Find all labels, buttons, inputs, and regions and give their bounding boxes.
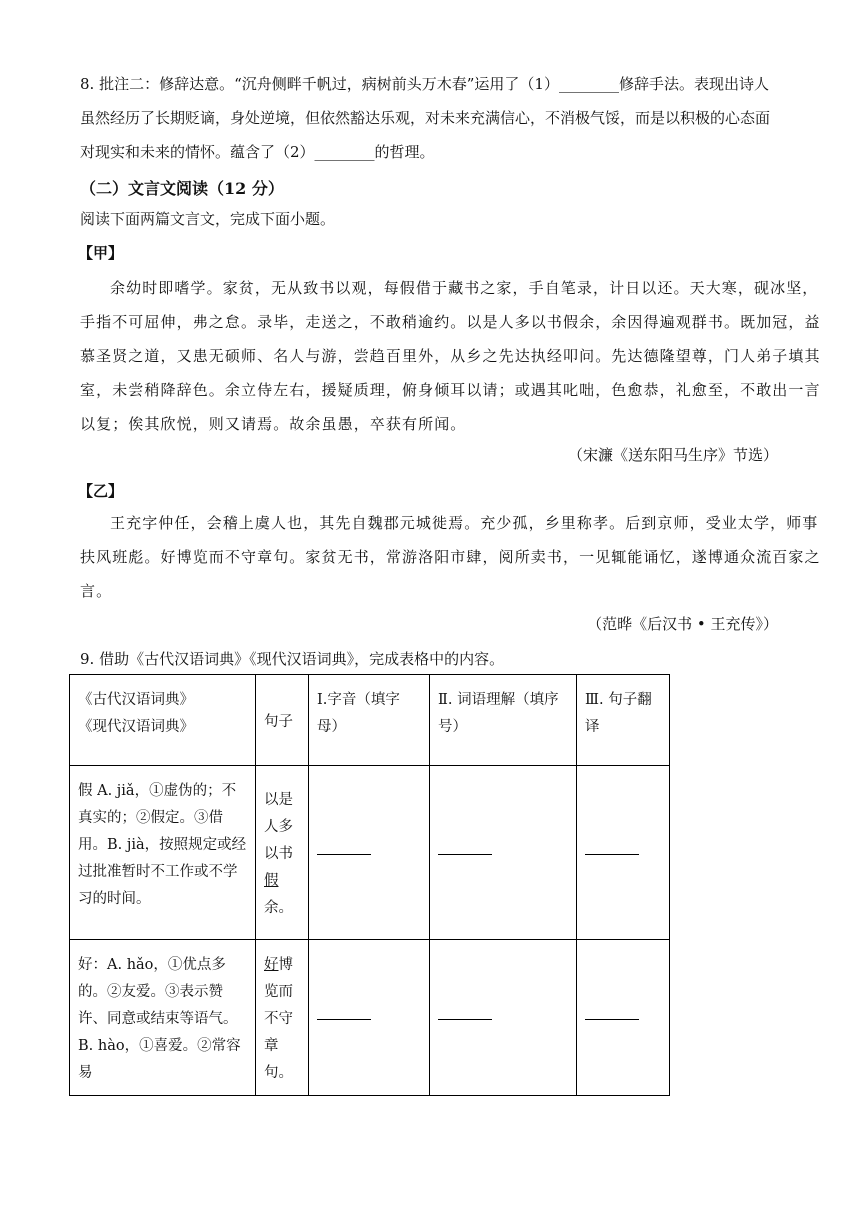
answer-blank-translation[interactable] bbox=[577, 766, 670, 940]
header-dict-ancient: 《古代汉语词典》 bbox=[78, 692, 194, 708]
answer-blank-pronunciation[interactable] bbox=[309, 766, 430, 940]
passage-jia-line: 慕圣贤之道，又患无硕师、名人与游，尝趋百里外，从乡之先达执经叩问。先达德隆望尊，门人弟子填其 bbox=[80, 347, 821, 365]
header-pronunciation: Ⅰ.字音（填字母） bbox=[309, 675, 430, 766]
answer-blank-meaning[interactable] bbox=[430, 940, 577, 1096]
q9-prompt: 9. 借助《古代汉语词典》《现代汉语词典》，完成表格中的内容。 bbox=[80, 650, 505, 668]
sentence-text: 博览而不守章句。 bbox=[264, 957, 293, 1081]
passage-jia-label: 【甲】 bbox=[78, 244, 124, 262]
definition-jia: 假 A. jiǎ，①虚伪的；不真实的；②假定。③借用。B. jià，按照规定或经过批准暂时不工作或不学习的时间。 bbox=[70, 766, 256, 940]
sentence-text: 以是人多以书 bbox=[264, 792, 293, 862]
passage-jia-line: 以复；俟其欣悦，则又请焉。故余虽愚，卒获有所闻。 bbox=[80, 415, 467, 433]
q9-header-row bbox=[70, 675, 670, 766]
sentence-cell bbox=[256, 766, 309, 940]
passage-jia bbox=[80, 271, 821, 441]
passage-yi-line: 扶风班彪。好博览而不守章句。家贫无书，常游洛阳市肆，阅所卖书，一见辄能诵忆，遂博通众流百家之 bbox=[80, 548, 821, 566]
section-title: （二）文言文阅读（12 分） bbox=[80, 179, 284, 198]
passage-jia-line: 室，未尝稍降辞色。余立侍左右，援疑质理，俯身倾耳以请；或遇其叱咄，色愈恭，礼愈至，不敢出一言 bbox=[80, 381, 821, 399]
header-word-meaning: Ⅱ. 词语理解（填序号） bbox=[430, 675, 577, 766]
table-row bbox=[70, 766, 670, 940]
sentence-text: 余。 bbox=[264, 900, 293, 916]
passage-yi-line: 王充字仲任，会稽上虞人也，其先自魏郡元城徙焉。充少孤，乡里称孝。后到京师，受业太学，师事 bbox=[110, 514, 819, 532]
sentence-cell bbox=[256, 940, 309, 1096]
passage-jia-line: 余幼时即嗜学。家贫，无从致书以观，每假借于藏书之家，手自笔录，计日以还。天大寒，砚冰坚， bbox=[110, 279, 819, 297]
header-dict-modern: 《现代汉语词典》 bbox=[78, 719, 194, 735]
q8-line-2: 虽然经历了长期贬谪，身处逆境，但依然豁达乐观，对未来充满信心，不消极气馁，而是以积极的心态面 bbox=[80, 109, 771, 127]
passage-yi-source: （范晔《后汉书 • 王充传》） bbox=[587, 615, 778, 633]
passage-yi-line: 言。 bbox=[80, 582, 113, 600]
header-dict bbox=[70, 675, 256, 766]
passage-yi-label: 【乙】 bbox=[78, 482, 124, 500]
table-row bbox=[70, 940, 670, 1096]
definition-hao: 好：A. hǎo，①优点多的。②友爱。③表示赞许、同意或结束等语气。B. hào，①喜爱。②常容易 bbox=[70, 940, 256, 1096]
header-sentence: 句子 bbox=[256, 675, 309, 766]
answer-blank-meaning[interactable] bbox=[430, 766, 577, 940]
q8-line-1: 8. 批注二：修辞达意。“沉舟侧畔千帆过，病树前头万木春”运用了（1）________修辞手法。表现出诗人 bbox=[80, 75, 769, 93]
section-instruction: 阅读下面两篇文言文，完成下面小题。 bbox=[80, 210, 336, 228]
answer-blank-pronunciation[interactable] bbox=[309, 940, 430, 1096]
q9-table bbox=[69, 674, 670, 1096]
passage-yi bbox=[80, 506, 821, 608]
passage-jia-source: （宋濂《送东阳马生序》节选） bbox=[567, 446, 778, 464]
sentence-marked-word: 假 bbox=[264, 873, 279, 889]
q8-line-3: 对现实和未来的情怀。蕴含了（2）________的哲理。 bbox=[80, 143, 435, 161]
header-translation: Ⅲ. 句子翻译 bbox=[577, 675, 670, 766]
passage-jia-line: 手指不可屈伸，弗之怠。录毕，走送之，不敢稍逾约。以是人多以书假余，余因得遍观群书。既加冠，益 bbox=[80, 313, 821, 331]
sentence-marked-word: 好 bbox=[264, 957, 279, 973]
answer-blank-translation[interactable] bbox=[577, 940, 670, 1096]
